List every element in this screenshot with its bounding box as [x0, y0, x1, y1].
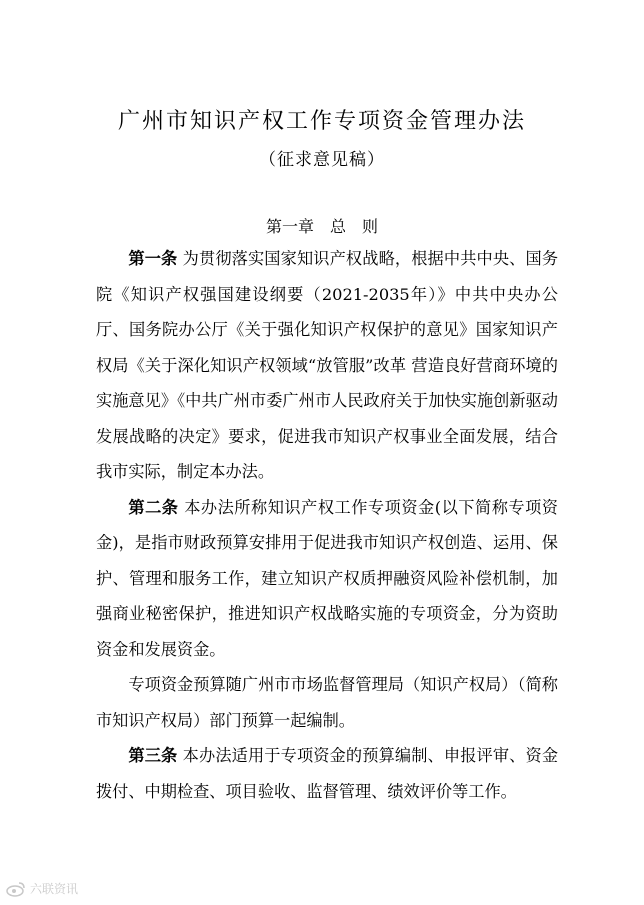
- article-text: 为贯彻落实国家知识产权战略，根据中共中央、国务院《知识产权强国建设纲要（2021-2035年）》中共中央办公厅、国务院办公厅《关于强化知识产权保护的意见》国家知识产权局《关于深化知识产权领域“放管服”改革 营造良好营商环境的实施意见》《中共广州市委广州市人民政府关于加快实施创新驱动发展战略的决定》要求，促进我市知识产权事业全面发展，结合我市实际，制定本办法。: [96, 249, 559, 481]
- article-1: [96, 241, 558, 490]
- article-label: 第三条: [128, 746, 178, 765]
- document-title: 广州市知识产权工作专项资金管理办法: [117, 109, 526, 134]
- document-subtitle: （征求意见稿）: [259, 150, 385, 170]
- article-2: [96, 490, 558, 668]
- article-3: [96, 738, 558, 809]
- article-2-paragraph-2: [96, 667, 558, 738]
- watermark: [6, 880, 78, 897]
- chapter-heading: 第一章 总 则: [265, 217, 378, 236]
- document-body: [96, 241, 558, 809]
- weibo-like-logo-icon: [6, 881, 26, 897]
- article-text: 本办法所称知识产权工作专项资金(以下简称专项资金)，是指市财政预算安排用于促进我市知识产权创造、运用、保护、管理和服务工作，建立知识产权质押融资风险补偿机制，加强商业秘密保护，推进知识产权战略实施的专项资金，分为资助资金和发展资金。: [96, 497, 558, 659]
- article-text: 专项资金预算随广州市市场监督管理局（知识产权局）（简称市知识产权局）部门预算一起编制。: [96, 675, 558, 730]
- watermark-text: 六联资讯: [30, 882, 79, 896]
- article-label: 第一条: [128, 249, 178, 268]
- article-text: 本办法适用于专项资金的预算编制、申报评审、资金拨付、中期检查、项目验收、监督管理、绩效评价等工作。: [96, 746, 559, 801]
- article-label: 第二条: [128, 497, 179, 517]
